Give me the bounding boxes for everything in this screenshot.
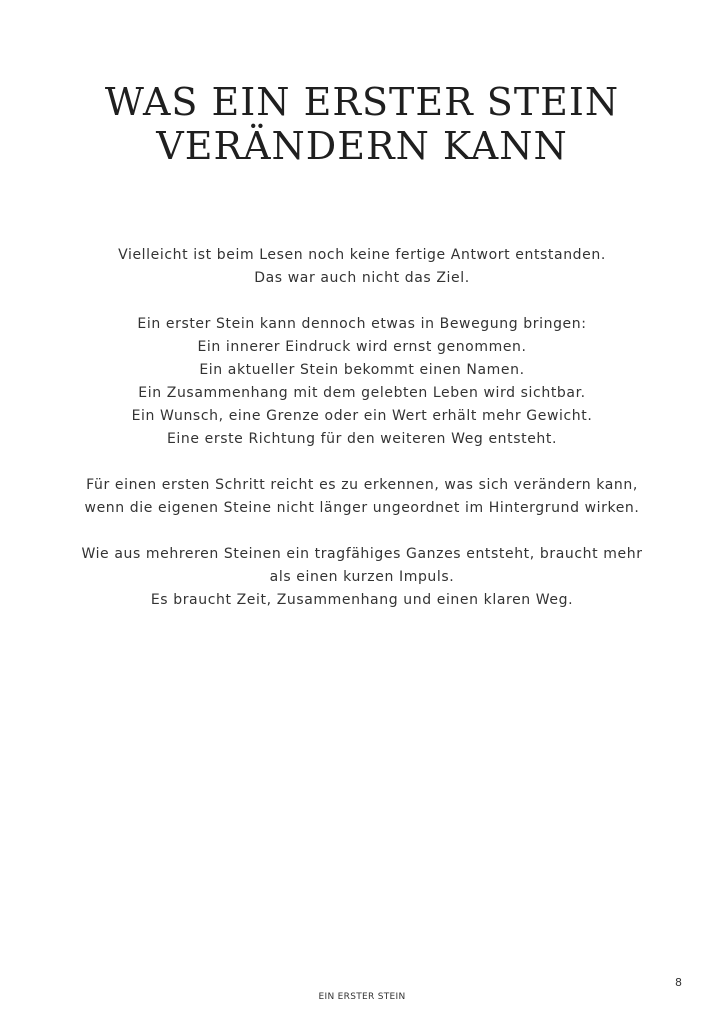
text-line: Vielleicht ist beim Lesen noch keine fertige Antwort entstanden. <box>118 247 606 263</box>
text-line: Es braucht Zeit, Zusammenhang und einen klaren Weg. <box>150 592 574 608</box>
text-line: Ein aktueller Stein bekommt einen Namen. <box>199 362 525 378</box>
page-title <box>0 80 724 168</box>
page-number: 8 <box>675 976 682 989</box>
text-line: Ein innerer Eindruck wird ernst genommen. <box>197 339 527 355</box>
paragraph-3 <box>40 474 684 520</box>
text-line: Eine erste Richtung für den weiteren Weg entsteht. <box>166 431 558 447</box>
page-footer: EIN ERSTER STEIN <box>318 992 406 1002</box>
text-line: Ein Wunsch, eine Grenze oder ein Wert erhält mehr Gewicht. <box>131 408 593 424</box>
text-line: Das war auch nicht das Ziel. <box>254 270 470 286</box>
text-line: Wie aus mehreren Steinen ein tragfähiges Ganzes entsteht, braucht mehr <box>81 546 643 562</box>
text-line: Ein erster Stein kann dennoch etwas in Bewegung bringen: <box>137 316 587 332</box>
paragraph-1 <box>40 244 684 290</box>
text-line: als einen kurzen Impuls. <box>269 569 455 585</box>
paragraph-4 <box>40 543 684 612</box>
paragraph-2 <box>40 313 684 451</box>
body-text <box>40 244 684 635</box>
text-line: Für einen ersten Schritt reicht es zu erkennen, was sich verändern kann, <box>86 477 638 493</box>
page-title-line-2: VERÄNDERN KANN <box>156 124 568 168</box>
text-line: wenn die eigenen Steine nicht länger ungeordnet im Hintergrund wirken. <box>84 500 640 516</box>
text-line: Ein Zusammenhang mit dem gelebten Leben wird sichtbar. <box>138 385 586 401</box>
page-title-line-1: WAS EIN ERSTER STEIN <box>104 80 620 124</box>
